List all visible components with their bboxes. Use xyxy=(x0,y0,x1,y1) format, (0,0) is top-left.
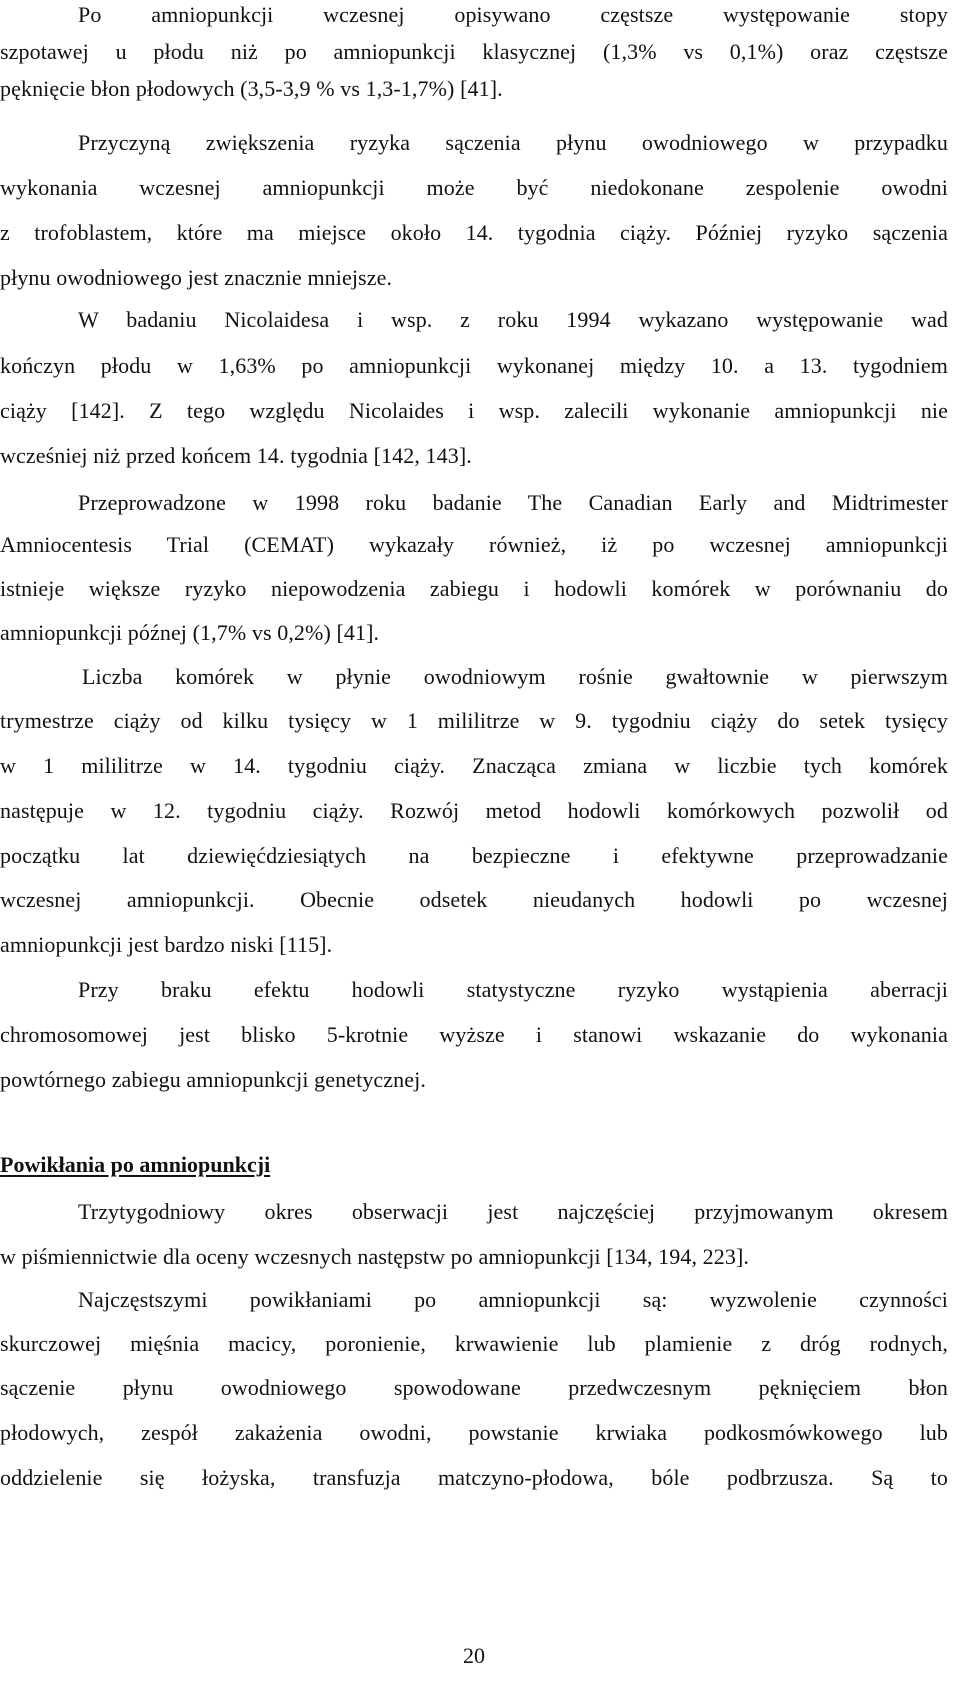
paragraph-3-line-3: ciąży [142]. Z tego względu Nicolaides i wsp. zalecili wykonanie amniopunkcji nie xyxy=(0,398,948,423)
paragraph-3-line-1: W badaniu Nicolaidesa i wsp. z roku 1994 wykazano występowanie wad xyxy=(78,307,948,332)
section-heading: Powikłania po amniopunkcji xyxy=(0,1152,271,1177)
paragraph-8-line-2: skurczowej mięśnia macicy, poronienie, krwawienie lub plamienie z dróg rodnych, xyxy=(0,1331,948,1356)
paragraph-4-line-2: Amniocentesis Trial (CEMAT) wykazały również, iż po wczesnej amniopunkcji xyxy=(0,532,948,557)
paragraph-1-line-2: szpotawej u płodu niż po amniopunkcji klasycznej (1,3% vs 0,1%) oraz częstsze xyxy=(0,39,948,64)
paragraph-7-line-1: Trzytygodniowy okres obserwacji jest najczęściej przyjmowanym okresem xyxy=(78,1199,948,1224)
paragraph-5-line-7: amniopunkcji jest bardzo niski [115]. xyxy=(0,932,333,957)
paragraph-5-line-4: następuje w 12. tygodniu ciąży. Rozwój metod hodowli komórkowych pozwolił od xyxy=(0,798,948,823)
paragraph-5-line-2: trymestrze ciąży od kilku tysięcy w 1 mililitrze w 9. tygodniu ciąży do setek tysięcy xyxy=(0,708,948,733)
paragraph-4-line-4: amniopunkcji późnej (1,7% vs 0,2%) [41]. xyxy=(0,620,380,645)
paragraph-5-line-3: w 1 mililitrze w 14. tygodniu ciąży. Znacząca zmiana w liczbie tych komórek xyxy=(0,753,948,778)
paragraph-1-line-3: pęknięcie błon płodowych (3,5-3,9 % vs 1,3-1,7%) [41]. xyxy=(0,76,503,101)
page-number: 20 xyxy=(463,1643,485,1668)
paragraph-6-line-3: powtórnego zabiegu amniopunkcji genetycznej. xyxy=(0,1067,426,1092)
paragraph-2-line-3: z trofoblastem, które ma miejsce około 14. tygodnia ciąży. Później ryzyko sączenia xyxy=(0,220,948,245)
paragraph-5-line-6: wczesnej amniopunkcji. Obecnie odsetek nieudanych hodowli po wczesnej xyxy=(0,887,948,912)
paragraph-3-line-4: wcześniej niż przed końcem 14. tygodnia [142, 143]. xyxy=(0,443,472,468)
paragraph-1-line-1: Po amniopunkcji wczesnej opisywano częstsze występowanie stopy xyxy=(78,2,948,27)
paragraph-6-line-2: chromosomowej jest blisko 5-krotnie wyższe i stanowi wskazanie do wykonania xyxy=(0,1022,948,1047)
paragraph-8-line-5: oddzielenie się łożyska, transfuzja matczyno-płodowa, bóle podbrzusza. Są to xyxy=(0,1465,948,1490)
paragraph-2-line-1: Przyczyną zwiększenia ryzyka sączenia płynu owodniowego w przypadku xyxy=(78,130,948,155)
paragraph-4-line-1: Przeprowadzone w 1998 roku badanie The Canadian Early and Midtrimester xyxy=(78,490,948,515)
paragraph-6-line-1: Przy braku efektu hodowli statystyczne ryzyko wystąpienia aberracji xyxy=(78,977,948,1002)
paragraph-5-line-5: początku lat dziewięćdziesiątych na bezpieczne i efektywne przeprowadzanie xyxy=(0,843,948,868)
paragraph-7-line-2: w piśmiennictwie dla oceny wczesnych następstw po amniopunkcji [134, 194, 223]. xyxy=(0,1244,750,1269)
paragraph-5-line-1: Liczba komórek w płynie owodniowym rośnie gwałtownie w pierwszym xyxy=(82,664,948,689)
paragraph-3-line-2: kończyn płodu w 1,63% po amniopunkcji wykonanej między 10. a 13. tygodniem xyxy=(0,353,948,378)
paragraph-4-line-3: istnieje większe ryzyko niepowodzenia zabiegu i hodowli komórek w porównaniu do xyxy=(0,576,948,601)
paragraph-2-line-4: płynu owodniowego jest znacznie mniejsze. xyxy=(0,265,393,290)
paragraph-8-line-4: płodowych, zespół zakażenia owodni, powstanie krwiaka podkosmówkowego lub xyxy=(0,1420,948,1445)
paragraph-8-line-3: sączenie płynu owodniowego spowodowane przedwczesnym pęknięciem błon xyxy=(0,1375,948,1400)
paragraph-8-line-1: Najczęstszymi powikłaniami po amniopunkcji są: wyzwolenie czynności xyxy=(78,1287,948,1312)
paragraph-2-line-2: wykonania wczesnej amniopunkcji może być niedokonane zespolenie owodni xyxy=(0,175,948,200)
